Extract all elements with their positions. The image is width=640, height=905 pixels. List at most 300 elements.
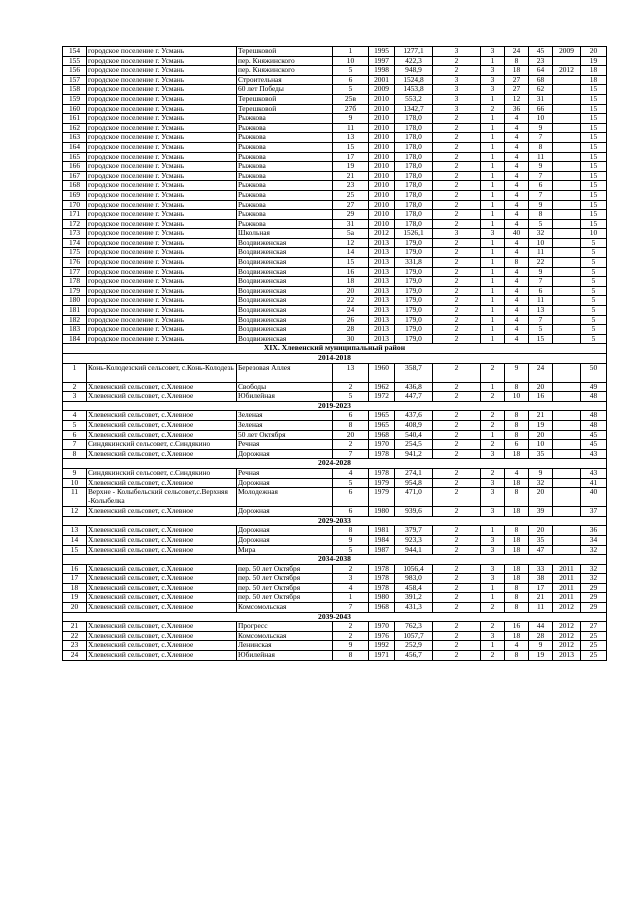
table-cell: 379,7	[395, 526, 433, 536]
table-cell: 30	[333, 334, 369, 344]
table-cell: городское поселение г. Усмань	[87, 258, 237, 268]
table-cell: 2	[433, 488, 481, 507]
table-cell: 2	[433, 641, 481, 651]
table-cell: 4	[505, 315, 529, 325]
table-cell: 4	[333, 583, 369, 593]
table-cell: 35	[529, 535, 553, 545]
table-cell: 4	[505, 181, 529, 191]
table-cell: 18	[581, 66, 607, 76]
table-cell: 32	[581, 574, 607, 584]
table-cell: 178,0	[395, 162, 433, 172]
table-cell: 4	[505, 142, 529, 152]
table-cell: 20	[333, 430, 369, 440]
table-cell	[553, 363, 581, 382]
table-cell: 1972	[369, 392, 395, 402]
table-cell: 5	[581, 286, 607, 296]
table-cell: 20	[529, 382, 553, 392]
table-cell: пер. 50 лет Октября	[237, 593, 333, 603]
table-cell: 5	[529, 219, 553, 229]
table-cell: 2	[481, 440, 505, 450]
table-cell: Школьная	[237, 229, 333, 239]
table-cell: городское поселение г. Усмань	[87, 286, 237, 296]
table-cell: 181	[63, 306, 87, 316]
table-cell: 18	[581, 75, 607, 85]
table-cell: 15	[333, 258, 369, 268]
table-row	[63, 507, 607, 517]
table-cell: 2	[433, 334, 481, 344]
table-cell: 2013	[369, 286, 395, 296]
table-cell: 16	[505, 622, 529, 632]
table-row	[63, 104, 607, 114]
table-cell	[553, 152, 581, 162]
table-cell: городское поселение г. Усмань	[87, 219, 237, 229]
table-cell: 2013	[369, 238, 395, 248]
table-cell: 2011	[553, 593, 581, 603]
table-cell: Рыжкова	[237, 133, 333, 143]
table-cell: Дорожная	[237, 535, 333, 545]
table-cell	[553, 123, 581, 133]
table-cell: 2	[433, 200, 481, 210]
table-row	[63, 114, 607, 124]
table-cell: 11	[63, 488, 87, 507]
table-cell: 11	[529, 296, 553, 306]
table-cell: 32	[581, 564, 607, 574]
table-cell: 17	[63, 574, 87, 584]
table-cell: 159	[63, 94, 87, 104]
table-cell: 4	[505, 238, 529, 248]
table-cell: 179,0	[395, 334, 433, 344]
table-cell: 31	[333, 219, 369, 229]
table-cell: 7	[529, 315, 553, 325]
table-cell: 8	[505, 583, 529, 593]
table-cell: 3	[433, 94, 481, 104]
table-cell: 4	[63, 411, 87, 421]
table-cell: 179,0	[395, 315, 433, 325]
table-cell: 20	[529, 430, 553, 440]
table-row	[63, 468, 607, 478]
table-row	[63, 651, 607, 661]
table-cell	[553, 286, 581, 296]
table-cell: 471,0	[395, 488, 433, 507]
table-cell: Хлевенский сельсовет, с.Хлевное	[87, 526, 237, 536]
table-cell: 5	[529, 325, 553, 335]
table-cell: Хлевенский сельсовет, с.Хлевное	[87, 420, 237, 430]
table-cell: 27	[333, 200, 369, 210]
table-cell: 9	[529, 162, 553, 172]
table-cell: 3	[433, 47, 481, 57]
table-cell: 3	[481, 507, 505, 517]
table-cell: 22	[63, 631, 87, 641]
table-cell: 2	[333, 631, 369, 641]
table-cell: пер. Княжинского	[237, 56, 333, 66]
table-cell	[553, 296, 581, 306]
table-cell: Конь-Колодезский сельсовет, с.Конь-Колодезь	[87, 363, 237, 382]
table-cell: 15	[581, 114, 607, 124]
table-cell: 178,0	[395, 200, 433, 210]
table-cell: Хлевенский сельсовет, с.Хлевное	[87, 507, 237, 517]
table-cell: 15	[581, 171, 607, 181]
table-cell: 11	[529, 603, 553, 613]
table-cell: 177	[63, 267, 87, 277]
table-cell: 48	[581, 420, 607, 430]
table-cell: 25	[333, 190, 369, 200]
table-cell: 1	[481, 162, 505, 172]
table-cell: 29	[333, 210, 369, 220]
table-cell: городское поселение г. Усмань	[87, 133, 237, 143]
table-cell: 62	[529, 85, 553, 95]
table-cell: 1984	[369, 535, 395, 545]
table-cell: 20	[63, 603, 87, 613]
period-heading-label: 2014-2018	[63, 354, 607, 364]
table-cell: 2	[433, 325, 481, 335]
table-cell: 2	[481, 104, 505, 114]
table-cell: 456,7	[395, 651, 433, 661]
table-cell	[553, 162, 581, 172]
table-cell: 173	[63, 229, 87, 239]
table-cell: Хлевенский сельсовет, с.Хлевное	[87, 622, 237, 632]
table-cell: 32	[581, 545, 607, 555]
table-cell	[553, 535, 581, 545]
table-row	[63, 200, 607, 210]
period-heading-label: 2029-2033	[63, 516, 607, 526]
table-row	[63, 315, 607, 325]
table-cell: 178,0	[395, 219, 433, 229]
table-cell: 4	[505, 306, 529, 316]
table-cell: Молодежная	[237, 488, 333, 507]
table-cell: Хлевенский сельсовет, с.Хлевное	[87, 392, 237, 402]
table-cell: Прогресс	[237, 622, 333, 632]
table-cell: 4	[505, 200, 529, 210]
table-row	[63, 238, 607, 248]
table-cell: 9	[63, 468, 87, 478]
table-cell: 4	[505, 641, 529, 651]
table-cell: городское поселение г. Усмань	[87, 277, 237, 287]
table-cell: 2012	[553, 622, 581, 632]
table-cell: 1	[481, 114, 505, 124]
table-cell: 3	[481, 47, 505, 57]
table-cell: 179,0	[395, 248, 433, 258]
table-cell: 1992	[369, 641, 395, 651]
table-cell: 23	[333, 181, 369, 191]
table-cell: Хлевенский сельсовет, с.Хлевное	[87, 382, 237, 392]
table-cell: 1	[481, 583, 505, 593]
table-row	[63, 622, 607, 632]
table-cell: 10	[333, 56, 369, 66]
table-cell: 36	[505, 104, 529, 114]
table-cell: 179	[63, 286, 87, 296]
table-cell: 44	[529, 622, 553, 632]
table-row	[63, 171, 607, 181]
table-cell: 2010	[369, 152, 395, 162]
table-cell: городское поселение г. Усмань	[87, 66, 237, 76]
table-cell: 2	[433, 133, 481, 143]
table-cell: 178,0	[395, 210, 433, 220]
table-cell: 254,5	[395, 440, 433, 450]
table-cell: 9	[529, 123, 553, 133]
table-cell: 39	[529, 507, 553, 517]
table-cell: 2010	[369, 190, 395, 200]
table-cell: городское поселение г. Усмань	[87, 229, 237, 239]
table-cell: 18	[505, 449, 529, 459]
table-cell: 154	[63, 47, 87, 57]
table-cell: 178,0	[395, 190, 433, 200]
table-cell: Рыжкова	[237, 210, 333, 220]
table-cell: Строительная	[237, 75, 333, 85]
table-cell: 3	[481, 488, 505, 507]
table-cell: 2	[481, 651, 505, 661]
table-cell: 3	[433, 104, 481, 114]
table-cell: 33	[529, 564, 553, 574]
table-cell: городское поселение г. Усмань	[87, 238, 237, 248]
table-cell	[553, 248, 581, 258]
table-cell: 2	[433, 219, 481, 229]
table-cell: 27	[505, 75, 529, 85]
table-cell: 553,2	[395, 94, 433, 104]
table-cell: 5	[581, 315, 607, 325]
table-cell: 20	[529, 526, 553, 536]
table-cell: 1	[481, 248, 505, 258]
table-cell: 15	[581, 104, 607, 114]
table-cell: 1524,8	[395, 75, 433, 85]
table-cell: 20	[529, 488, 553, 507]
table-cell: Рыжкова	[237, 171, 333, 181]
housing-table	[62, 46, 607, 661]
table-cell: 163	[63, 133, 87, 143]
table-cell: 1976	[369, 631, 395, 641]
table-cell: Рыжкова	[237, 219, 333, 229]
table-cell: 1978	[369, 468, 395, 478]
table-cell: 15	[581, 142, 607, 152]
table-cell: Комсомольская	[237, 631, 333, 641]
table-cell: 40	[505, 229, 529, 239]
table-cell: 184	[63, 334, 87, 344]
table-cell: 2010	[369, 94, 395, 104]
table-cell: 1	[481, 133, 505, 143]
table-cell: 8	[505, 420, 529, 430]
table-cell: 15	[333, 142, 369, 152]
table-cell	[553, 382, 581, 392]
table-row	[63, 85, 607, 95]
table-cell: 3	[63, 392, 87, 402]
table-cell: 25	[581, 651, 607, 661]
table-cell: Дорожная	[237, 478, 333, 488]
table-row	[63, 574, 607, 584]
table-cell: 1968	[369, 603, 395, 613]
table-cell: 2012	[553, 631, 581, 641]
table-cell	[553, 267, 581, 277]
table-cell: Хлевенский сельсовет, с.Хлевное	[87, 564, 237, 574]
table-cell: 2	[481, 468, 505, 478]
table-cell: 3	[481, 75, 505, 85]
table-cell: 1	[481, 142, 505, 152]
table-cell: 10	[505, 392, 529, 402]
table-cell: 16	[333, 267, 369, 277]
table-row	[63, 363, 607, 382]
table-row	[63, 440, 607, 450]
table-cell: 157	[63, 75, 87, 85]
table-cell: 179,0	[395, 238, 433, 248]
table-cell: 172	[63, 219, 87, 229]
table-cell: городское поселение г. Усмань	[87, 210, 237, 220]
table-cell: 2	[433, 363, 481, 382]
table-cell: Юбилейная	[237, 651, 333, 661]
table-cell: 11	[529, 152, 553, 162]
table-cell: 1	[481, 641, 505, 651]
table-cell: 4	[505, 277, 529, 287]
table-cell: 4	[505, 296, 529, 306]
table-cell: 2	[433, 545, 481, 555]
table-body	[63, 47, 607, 661]
table-row	[63, 334, 607, 344]
table-cell: 7	[333, 603, 369, 613]
table-cell: 32	[529, 478, 553, 488]
table-cell: 2009	[553, 47, 581, 57]
period-heading-label: 2024-2028	[63, 459, 607, 469]
table-cell: 1	[481, 258, 505, 268]
table-cell: 161	[63, 114, 87, 124]
table-cell: Хлевенский сельсовет, с.Хлевное	[87, 430, 237, 440]
table-cell: 22	[529, 258, 553, 268]
table-cell: 6	[333, 488, 369, 507]
table-cell: 179,0	[395, 306, 433, 316]
table-cell: 2010	[369, 171, 395, 181]
table-cell: пер. 50 лет Октября	[237, 574, 333, 584]
table-cell: 2	[433, 622, 481, 632]
table-cell: 3	[481, 631, 505, 641]
table-cell	[553, 468, 581, 478]
table-cell: 6	[333, 411, 369, 421]
table-cell: городское поселение г. Усмань	[87, 200, 237, 210]
table-cell: городское поселение г. Усмань	[87, 306, 237, 316]
table-cell: 1978	[369, 583, 395, 593]
table-cell: 15	[581, 152, 607, 162]
table-cell: 2	[433, 420, 481, 430]
table-cell	[553, 325, 581, 335]
table-cell: 2	[433, 190, 481, 200]
table-cell: 15	[581, 133, 607, 143]
table-cell: 8	[333, 526, 369, 536]
table-row	[63, 593, 607, 603]
table-cell: 4	[505, 325, 529, 335]
table-cell: 156	[63, 66, 87, 76]
table-cell: 24	[63, 651, 87, 661]
table-cell: 8	[529, 142, 553, 152]
table-cell: 2010	[369, 219, 395, 229]
table-cell: 17	[529, 583, 553, 593]
table-cell: 2	[433, 583, 481, 593]
table-cell: 29	[581, 593, 607, 603]
table-cell: 948,9	[395, 66, 433, 76]
table-cell: 1	[481, 152, 505, 162]
table-cell: 31	[529, 94, 553, 104]
table-cell: 9	[529, 468, 553, 478]
table-cell: 28	[529, 631, 553, 641]
table-row	[63, 133, 607, 143]
table-cell: 19	[63, 593, 87, 603]
table-cell: 9	[505, 363, 529, 382]
table-row	[63, 286, 607, 296]
table-cell: Терешковой	[237, 47, 333, 57]
table-cell: 18	[505, 631, 529, 641]
table-cell: 1	[481, 181, 505, 191]
table-cell: 2	[481, 411, 505, 421]
table-cell: 1971	[369, 651, 395, 661]
table-cell: 923,3	[395, 535, 433, 545]
table-cell	[553, 219, 581, 229]
table-cell: 1978	[369, 574, 395, 584]
table-cell	[553, 488, 581, 507]
table-cell: 29	[581, 583, 607, 593]
table-cell: 7	[63, 440, 87, 450]
table-cell: 1965	[369, 420, 395, 430]
table-cell	[553, 200, 581, 210]
table-cell: 2	[433, 631, 481, 641]
table-cell: 2013	[369, 325, 395, 335]
table-row	[63, 420, 607, 430]
table-row	[63, 478, 607, 488]
table-cell: 22	[333, 296, 369, 306]
table-cell: 2	[433, 56, 481, 66]
table-cell	[553, 258, 581, 268]
table-cell: 21	[333, 171, 369, 181]
table-cell: Хлевенский сельсовет, с.Хлевное	[87, 631, 237, 641]
table-cell: 2	[481, 420, 505, 430]
table-cell: 2	[433, 277, 481, 287]
table-cell: 1	[481, 296, 505, 306]
table-cell: 8	[505, 411, 529, 421]
table-cell: 4	[505, 468, 529, 478]
table-cell: 6	[333, 75, 369, 85]
table-cell: Рыжкова	[237, 123, 333, 133]
table-cell: 18	[505, 478, 529, 488]
table-cell: 1	[333, 593, 369, 603]
table-cell: 944,1	[395, 545, 433, 555]
table-cell: Речная	[237, 440, 333, 450]
table-cell: 27	[581, 622, 607, 632]
table-cell: 19	[581, 56, 607, 66]
table-cell: Ленинская	[237, 641, 333, 651]
table-cell: Хлевенский сельсовет, с.Хлевное	[87, 478, 237, 488]
table-cell: 2010	[369, 200, 395, 210]
table-cell: 2	[433, 564, 481, 574]
table-cell: 5	[581, 267, 607, 277]
table-row	[63, 162, 607, 172]
table-cell: городское поселение г. Усмань	[87, 47, 237, 57]
table-cell: 19	[529, 651, 553, 661]
table-cell: 1980	[369, 507, 395, 517]
table-cell: 1979	[369, 478, 395, 488]
table-cell: 179,0	[395, 267, 433, 277]
table-cell: 1	[481, 200, 505, 210]
table-cell: 158	[63, 85, 87, 95]
table-cell	[553, 181, 581, 191]
table-row	[63, 277, 607, 287]
table-cell: 2013	[369, 315, 395, 325]
table-cell: пер. 50 лет Октября	[237, 564, 333, 574]
table-cell: 2010	[369, 104, 395, 114]
table-cell: 15	[581, 210, 607, 220]
table-row	[63, 181, 607, 191]
table-row	[63, 535, 607, 545]
table-cell	[553, 94, 581, 104]
table-cell: 171	[63, 210, 87, 220]
table-cell: 2	[433, 382, 481, 392]
table-cell: 4	[505, 210, 529, 220]
table-cell: 19	[333, 162, 369, 172]
table-cell: 1057,7	[395, 631, 433, 641]
period-heading-label: 2034-2038	[63, 555, 607, 565]
table-cell: 23	[63, 641, 87, 651]
